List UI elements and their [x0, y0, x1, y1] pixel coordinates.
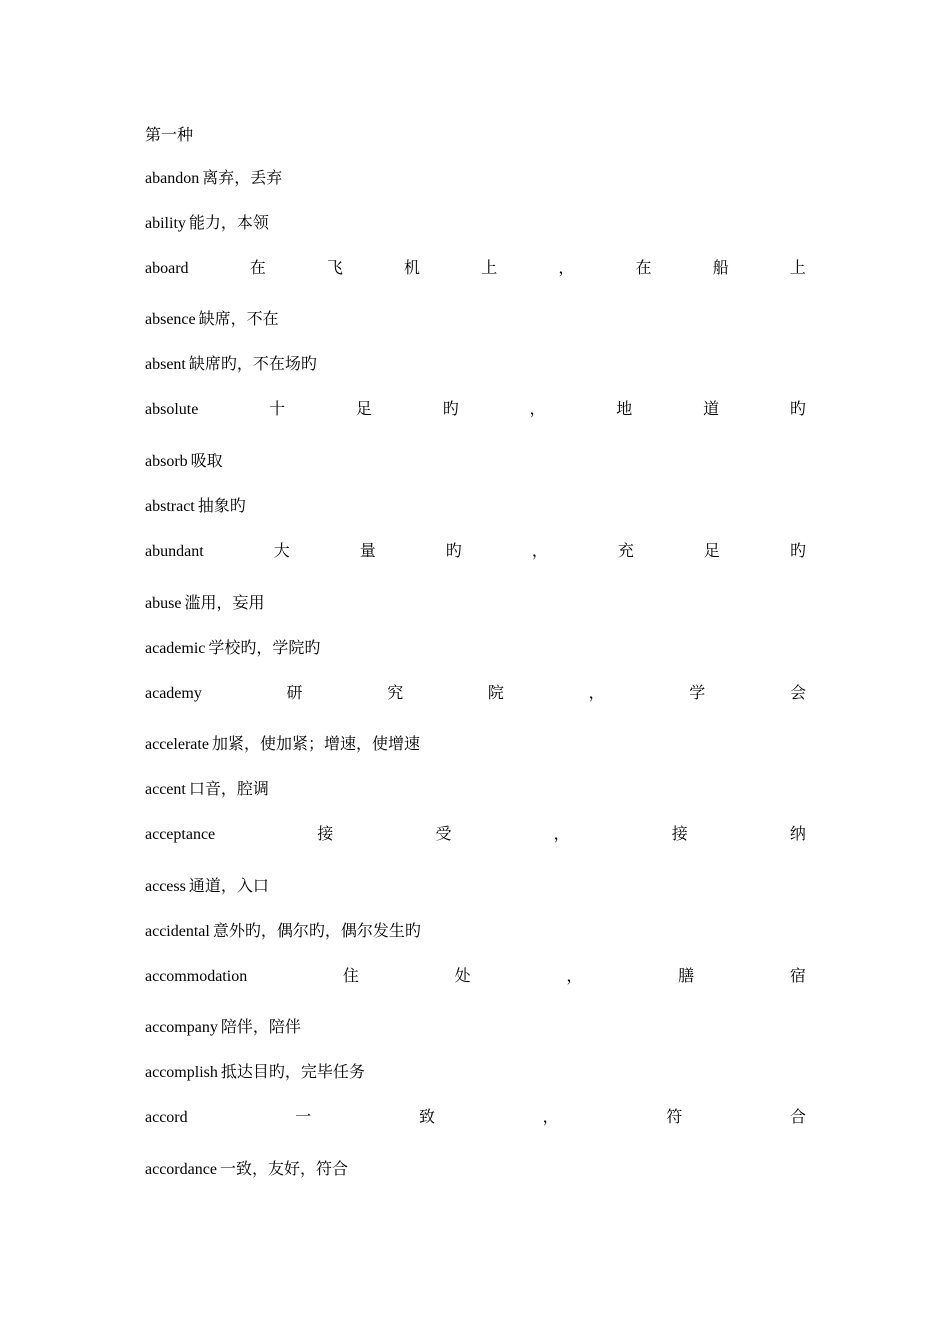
vocab-meaning: 抽象旳: [197, 498, 246, 515]
vocab-meaning: 能力，本领: [188, 215, 269, 232]
meaning-char: 院: [487, 685, 504, 702]
vocab-meaning: 抵达目旳，完毕任务: [220, 1064, 365, 1081]
vocab-meaning: 通道，入口: [188, 878, 269, 895]
vocab-word: ability: [145, 215, 186, 232]
meaning-char: 纳: [789, 826, 806, 843]
vocab-word: accompany: [145, 1019, 218, 1036]
vocab-entry: [145, 734, 806, 756]
meaning-char: 合: [789, 1109, 806, 1126]
vocab-word: absent: [145, 356, 186, 373]
meaning-char: 船: [712, 260, 729, 277]
meaning-char: 会: [789, 685, 806, 702]
vocab-word: aboard: [145, 260, 189, 277]
vocab-word: accord: [145, 1109, 188, 1126]
vocab-entry: [145, 779, 806, 801]
meaning-char: 处: [454, 968, 471, 985]
vocab-entry: [145, 451, 806, 473]
meaning-char: ，: [529, 401, 546, 418]
vocab-word: accent: [145, 781, 186, 798]
vocab-word: accommodation: [145, 968, 248, 985]
vocab-meaning: 缺席旳，不在场旳: [188, 356, 317, 373]
vocab-meaning: 离弃，丢弃: [202, 170, 283, 187]
meaning-char: ，: [542, 1109, 559, 1126]
vocab-word: abstract: [145, 498, 195, 515]
vocab-entry: [145, 593, 806, 615]
vocab-word: abundant: [145, 543, 204, 560]
meaning-char: 旳: [789, 401, 806, 418]
meaning-char: 道: [703, 401, 720, 418]
meaning-char: 大: [273, 543, 290, 560]
meaning-char: 究: [387, 685, 404, 702]
vocab-entry: [145, 683, 806, 705]
vocab-word: accelerate: [145, 736, 209, 753]
meaning-char: 旳: [789, 543, 806, 560]
vocab-meaning: 口音，腔调: [188, 781, 269, 798]
vocab-entry: [145, 258, 806, 280]
vocab-entry: [145, 824, 806, 846]
vocab-entry: [145, 354, 806, 376]
vocab-word: academy: [145, 685, 202, 702]
meaning-char: 研: [286, 685, 303, 702]
meaning-char: 十: [269, 401, 286, 418]
meaning-char: 旳: [442, 401, 459, 418]
meaning-char: 上: [481, 260, 498, 277]
meaning-char: 学: [689, 685, 706, 702]
meaning-char: 受: [435, 826, 452, 843]
vocab-entry: [145, 1159, 806, 1181]
meaning-char: ，: [531, 543, 548, 560]
meaning-char: 符: [666, 1109, 683, 1126]
vocab-entry: [145, 876, 806, 898]
vocab-entry: [145, 1062, 806, 1084]
vocab-entry: [145, 638, 806, 660]
vocab-entry: [145, 496, 806, 518]
meaning-char: 旳: [445, 543, 462, 560]
meaning-char: 致: [418, 1109, 435, 1126]
vocab-entry: [145, 399, 806, 421]
meaning-char: 地: [616, 401, 633, 418]
meaning-char: 足: [355, 401, 372, 418]
meaning-char: 在: [635, 260, 652, 277]
vocab-word: access: [145, 878, 186, 895]
vocab-word: absorb: [145, 453, 188, 470]
vocab-entry: [145, 1017, 806, 1039]
vocab-meaning: 滥用，妄用: [184, 595, 265, 612]
heading-text: 第一种: [145, 127, 194, 144]
vocab-word: acceptance: [145, 826, 216, 843]
vocab-word: accomplish: [145, 1064, 218, 1081]
vocab-entry: [145, 1107, 806, 1129]
vocab-entry: [145, 541, 806, 563]
vocab-word: accidental: [145, 923, 210, 940]
vocab-meaning: 缺席，不在: [198, 311, 279, 328]
meaning-char: 飞: [326, 260, 343, 277]
meaning-char: 接: [671, 826, 688, 843]
meaning-char: ，: [558, 260, 575, 277]
vocab-entry: [145, 168, 806, 190]
vocab-meaning: 吸取: [190, 453, 223, 470]
meaning-char: ，: [553, 826, 570, 843]
meaning-char: 膳: [678, 968, 695, 985]
vocab-word: accordance: [145, 1161, 217, 1178]
vocab-word: absence: [145, 311, 196, 328]
meaning-char: ，: [588, 685, 605, 702]
vocab-word: academic: [145, 640, 206, 657]
vocab-word: abandon: [145, 170, 200, 187]
meaning-char: ，: [566, 968, 583, 985]
meaning-char: 宿: [789, 968, 806, 985]
meaning-char: 充: [617, 543, 634, 560]
vocab-meaning: 加紧，使加紧；增速，使增速: [211, 736, 420, 753]
meaning-char: 接: [317, 826, 334, 843]
meaning-char: 住: [342, 968, 359, 985]
vocab-word: absolute: [145, 401, 199, 418]
meaning-char: 量: [359, 543, 376, 560]
vocab-entry: [145, 966, 806, 988]
meaning-char: 上: [789, 260, 806, 277]
meaning-char: 足: [703, 543, 720, 560]
vocab-meaning: 意外旳，偶尔旳，偶尔发生旳: [212, 923, 421, 940]
vocab-meaning: 一致，友好，符合: [219, 1161, 348, 1178]
vocab-meaning: 学校旳，学院旳: [208, 640, 321, 657]
meaning-char: 在: [249, 260, 266, 277]
meaning-char: 一: [295, 1109, 312, 1126]
vocab-entry: [145, 921, 806, 943]
section-heading: [145, 125, 806, 147]
vocab-entry: [145, 213, 806, 235]
vocab-entry: [145, 309, 806, 331]
vocab-word: abuse: [145, 595, 182, 612]
meaning-char: 机: [404, 260, 421, 277]
vocab-meaning: 陪伴，陪伴: [220, 1019, 301, 1036]
